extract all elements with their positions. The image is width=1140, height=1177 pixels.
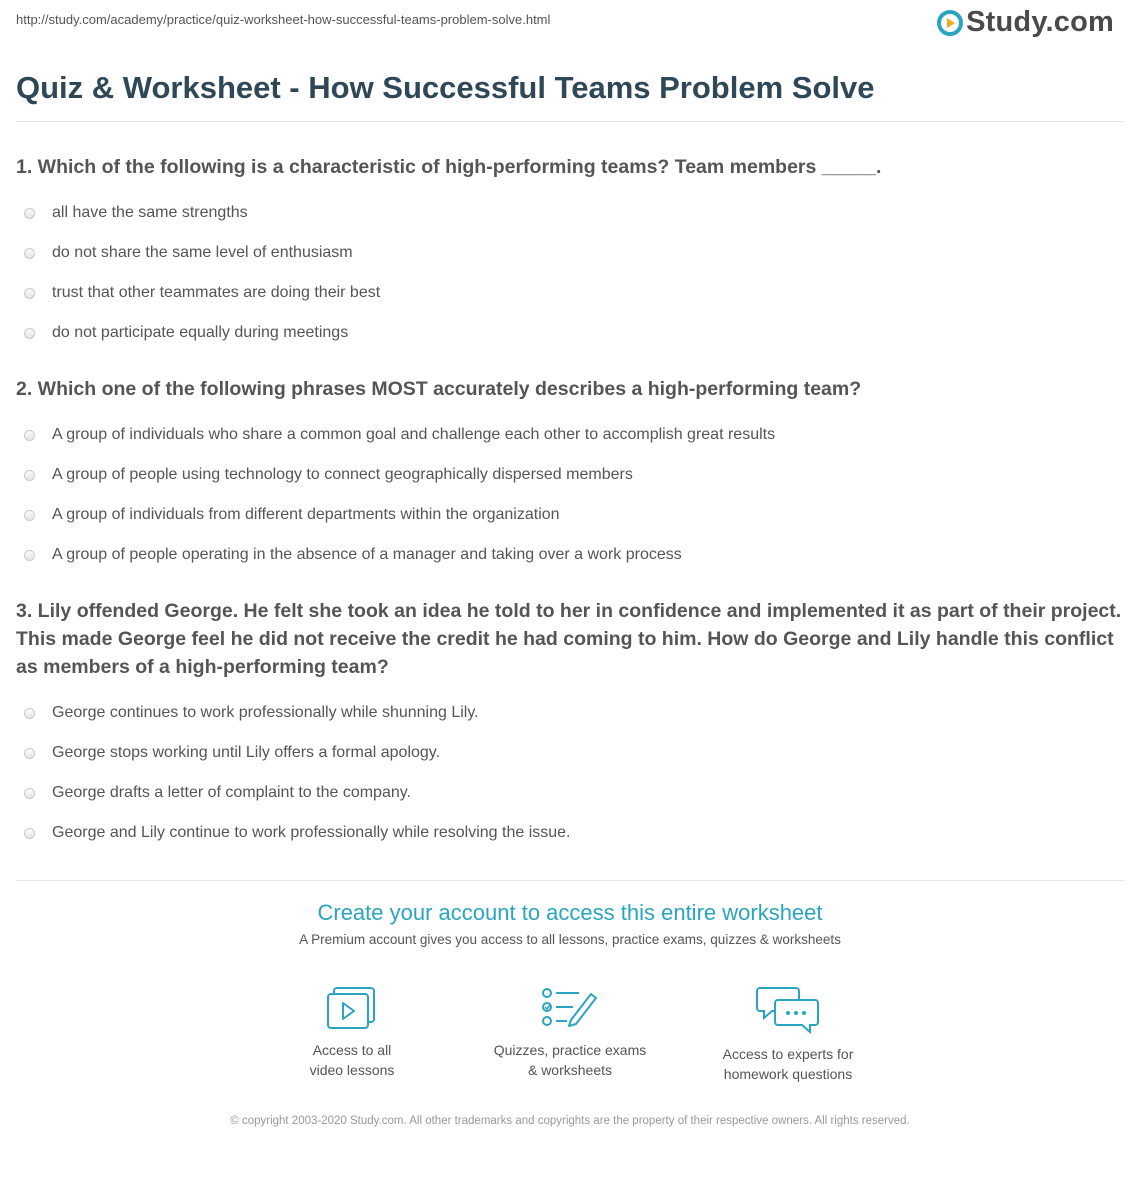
radio-button[interactable]	[24, 430, 35, 441]
question-text: 3. Lily offended George. He felt she took an idea he told to her in confidence and implemented it as part of their project. This made George feel he did not receive the credit he had coming to him. How do George and Lily handle this conflict as members of a high-performing team?	[16, 600, 1122, 678]
answer-option[interactable]	[16, 733, 1128, 773]
signup-promo	[0, 900, 1140, 947]
feature-label: Access to experts for homework questions	[722, 1046, 854, 1082]
logo-text: Study.com	[966, 6, 1114, 38]
answer-label: A group of people using technology to connect geographically dispersed members	[52, 466, 633, 483]
answer-option[interactable]	[16, 773, 1128, 813]
radio-button[interactable]	[24, 510, 35, 521]
answer-option[interactable]	[16, 313, 1128, 353]
radio-button[interactable]	[24, 828, 35, 839]
copyright-text: © copyright 2003-2020 Study.com. All other trademarks and copyrights are the property of their respective owners. All rights reserved.	[230, 1115, 910, 1127]
answer-option[interactable]	[16, 535, 1128, 575]
feature-label: Quizzes, practice exams & worksheets	[493, 1042, 647, 1078]
radio-button[interactable]	[24, 288, 35, 299]
study-logo[interactable]	[937, 6, 1114, 39]
answer-label: George continues to work professionally while shunning Lily.	[52, 704, 479, 721]
video-lesson-icon	[326, 986, 378, 1030]
question-text: 1. Which of the following is a characteristic of high-performing teams? Team members _____.	[16, 156, 882, 178]
radio-button[interactable]	[24, 748, 35, 759]
answer-label: A group of individuals who share a common goal and challenge each other to accomplish great results	[52, 426, 776, 443]
answer-option[interactable]	[16, 273, 1128, 313]
radio-button[interactable]	[24, 208, 35, 219]
answer-option[interactable]	[16, 495, 1128, 535]
answer-option[interactable]	[16, 693, 1128, 733]
radio-button[interactable]	[24, 470, 35, 481]
answer-options	[16, 193, 1128, 353]
answer-label: George and Lily continue to work professionally while resolving the issue.	[52, 824, 571, 841]
premium-features	[0, 986, 1140, 1084]
promo-subtitle: A Premium account gives you access to all lessons, practice exams, quizzes & worksheets	[299, 932, 841, 947]
feature-experts	[679, 986, 897, 1084]
feature-video-lessons	[243, 986, 461, 1084]
answer-option[interactable]	[16, 233, 1128, 273]
answer-option[interactable]	[16, 415, 1128, 455]
answer-label: do not participate equally during meetings	[52, 324, 349, 341]
quiz-checklist-icon	[541, 986, 599, 1030]
feature-quizzes	[461, 986, 679, 1084]
create-account-link[interactable]: Create your account to access this entire worksheet	[317, 900, 823, 925]
answer-label: A group of people operating in the absence of a manager and taking over a work process	[52, 546, 682, 563]
question-2	[16, 375, 1128, 575]
page-url: http://study.com/academy/practice/quiz-worksheet-how-successful-teams-problem-solve.html	[16, 12, 551, 27]
question-3	[16, 597, 1128, 853]
answer-label: George drafts a letter of complaint to the company.	[52, 784, 411, 801]
answer-options	[16, 693, 1128, 853]
answer-options	[16, 415, 1128, 575]
promo-divider	[16, 880, 1124, 881]
copyright-footer	[0, 1113, 1140, 1130]
title-divider	[16, 121, 1124, 122]
feature-label: Access to all video lessons	[309, 1042, 395, 1078]
question-text: 2. Which one of the following phrases MOST accurately describes a high-performing team?	[16, 378, 862, 400]
question-list	[16, 153, 1128, 875]
answer-label: do not share the same level of enthusiasm	[52, 244, 353, 261]
question-1	[16, 153, 1128, 353]
page-title: Quiz & Worksheet - How Successful Teams Problem Solve	[16, 70, 875, 105]
chat-bubbles-icon	[756, 986, 820, 1034]
answer-option[interactable]	[16, 193, 1128, 233]
radio-button[interactable]	[24, 708, 35, 719]
radio-button[interactable]	[24, 788, 35, 799]
radio-button[interactable]	[24, 328, 35, 339]
answer-option[interactable]	[16, 813, 1128, 853]
answer-label: trust that other teammates are doing their best	[52, 284, 381, 301]
play-logo-icon	[937, 10, 963, 36]
radio-button[interactable]	[24, 248, 35, 259]
top-bar	[0, 0, 1140, 58]
radio-button[interactable]	[24, 550, 35, 561]
answer-label: all have the same strengths	[52, 204, 248, 221]
answer-label: George stops working until Lily offers a formal apology.	[52, 744, 441, 761]
answer-option[interactable]	[16, 455, 1128, 495]
answer-label: A group of individuals from different departments within the organization	[52, 506, 560, 523]
